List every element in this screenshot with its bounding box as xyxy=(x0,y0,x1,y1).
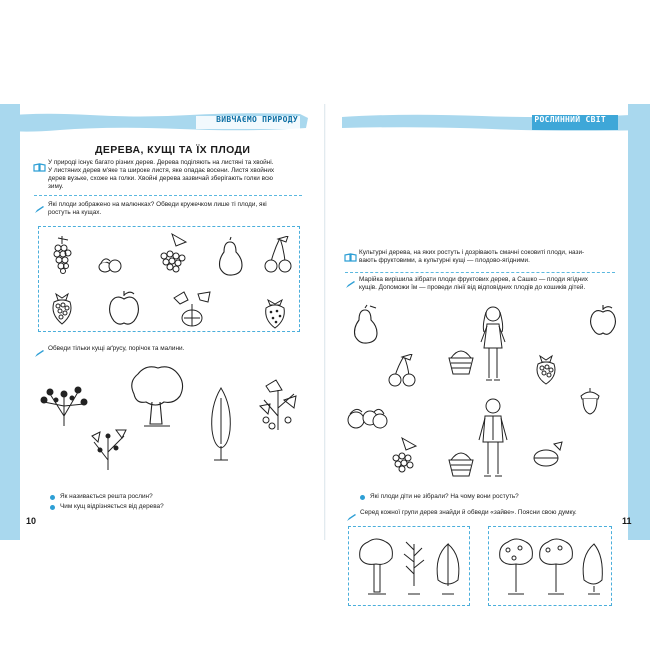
task2-text: Обведи тільки кущі аґрусу, порічок та малини. xyxy=(48,345,185,352)
gooseberry-drawing xyxy=(528,440,564,470)
right-task1-line-1: Марійка вирішила зібрати плоди фруктових дерев, а Сашко — плоди ягідних xyxy=(359,276,588,283)
apple-drawing xyxy=(106,290,142,328)
task1-line-1: Які плоди зображено на малюнках? Обведи кружечком лише ті плоди, які xyxy=(48,201,267,208)
rowan-drawing xyxy=(386,436,422,474)
section-divider xyxy=(34,195,302,196)
tree-group-1 xyxy=(356,536,464,598)
left-header-label: ВИВЧАЄМО ПРИРОДУ xyxy=(216,115,298,124)
poplar-drawing xyxy=(206,386,236,462)
basket-drawing xyxy=(446,448,476,478)
book-icon xyxy=(33,159,46,177)
acorn-drawing xyxy=(578,386,602,416)
pencil-icon xyxy=(345,276,356,294)
bullet-dot xyxy=(50,495,55,500)
intro-line-1: У природі існує багато різних дерев. Дерева поділяють на листяні та хвойні. xyxy=(48,159,274,166)
book-spread xyxy=(0,104,650,540)
right-page-edge xyxy=(628,104,650,540)
raspberry-drawing xyxy=(532,352,560,386)
tree-group-2 xyxy=(496,536,606,598)
task1-line-2: ростуть на кущах. xyxy=(48,209,102,216)
right-header-label: РОСЛИННИЙ СВІТ xyxy=(534,115,606,124)
apple-drawing xyxy=(588,304,618,338)
strawberry-drawing xyxy=(262,296,288,330)
right-task1-line-2: кущів. Допоможи їм — проведи лінії від відповідних плодів до кошиків дітей. xyxy=(359,284,586,291)
pencil-icon xyxy=(34,345,45,363)
left-header-band xyxy=(0,112,308,132)
bush-drawing-3 xyxy=(86,422,130,472)
pear-drawing xyxy=(214,236,246,278)
page-title: ДЕРЕВА, КУЩІ ТА ЇХ ПЛОДИ xyxy=(95,144,251,156)
cherry-drawing xyxy=(386,354,418,390)
intro-line-3: дерев вузьке, схоже на голки. Хвойні дерева зазвичай зберігають голки всю xyxy=(48,175,273,182)
pear-drawing xyxy=(350,304,380,346)
question-1: Як називається решта рослин? xyxy=(60,493,153,500)
basket-drawing xyxy=(446,346,476,376)
right-intro-line-2: вають фруктовими, а культурні кущі — плодово-ягідними. xyxy=(359,257,530,264)
pencil-icon xyxy=(346,509,357,527)
raspberry-drawing xyxy=(48,290,76,326)
intro-line-4: зиму. xyxy=(48,183,64,190)
cherry-drawing xyxy=(262,236,294,276)
hazelnut-drawing xyxy=(95,254,129,274)
right-header-band xyxy=(342,112,650,132)
left-page-edge xyxy=(0,104,20,540)
gooseberry-drawing xyxy=(170,290,220,330)
pencil-icon xyxy=(34,201,45,219)
bullet-dot xyxy=(360,495,365,500)
bullet-dot xyxy=(50,505,55,510)
boy-figure xyxy=(476,396,510,480)
section-divider xyxy=(345,272,615,273)
hazelnut-drawing xyxy=(344,402,390,432)
bush-drawing-2 xyxy=(256,376,300,432)
bush-drawing-1 xyxy=(38,376,90,428)
tree-drawing-1 xyxy=(124,364,188,430)
page-number-left: 10 xyxy=(26,516,37,526)
rowan-drawing xyxy=(152,232,192,274)
intro-line-2: У листяних дерев м'яке та широке листя, яке опадає восени. Листя хвойних xyxy=(48,167,275,174)
right-task2-text: Серед кожної групи дерев знайди й обведи «зайве». Поясни свою думку. xyxy=(360,509,577,516)
book-icon xyxy=(344,249,357,267)
right-question: Які плоди діти не зібрали? На чому вони ростуть? xyxy=(370,493,519,500)
currant-drawing xyxy=(48,234,78,276)
left-page xyxy=(0,104,325,540)
question-2: Чим кущ відрізняється від дерева? xyxy=(60,503,164,510)
right-intro-line-1: Культурні дерева, на яких ростуть і дозрівають смачні соковиті плоди, нази- xyxy=(359,249,585,256)
page-number-right: 11 xyxy=(622,516,632,526)
girl-figure xyxy=(476,302,510,386)
